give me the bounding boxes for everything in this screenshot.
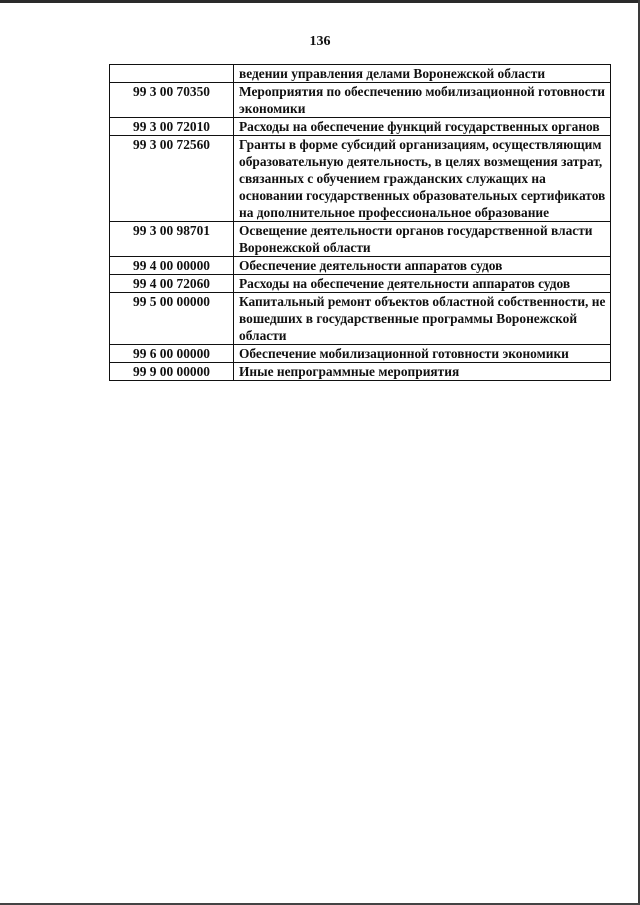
code-cell: 99 9 00 00000 [110, 363, 234, 381]
description-cell: Мероприятия по обеспечению мобилизационной готовности экономики [234, 83, 611, 118]
description-cell: Гранты в форме субсидий организациям, осуществляющим образовательную деятельность, в целях возмещения затрат, связанных с обучением гражданских служащих на основании государственных образовательных сертификатов на дополнительное профессиональное образование [234, 136, 611, 222]
table-row [110, 136, 611, 222]
code-cell: 99 4 00 72060 [110, 275, 234, 293]
description-cell: Расходы на обеспечение функций государственных органов [234, 118, 611, 136]
code-cell: 99 6 00 00000 [110, 345, 234, 363]
description-cell: Расходы на обеспечение деятельности аппаратов судов [234, 275, 611, 293]
table-row [110, 118, 611, 136]
description-cell: Капитальный ремонт объектов областной собственности, не вошедших в государственные программы Воронежской области [234, 293, 611, 345]
description-cell: Освещение деятельности органов государственной власти Воронежской области [234, 222, 611, 257]
table-row [110, 363, 611, 381]
code-cell: 99 5 00 00000 [110, 293, 234, 345]
table-row [110, 257, 611, 275]
table-row [110, 222, 611, 257]
code-cell: 99 4 00 00000 [110, 257, 234, 275]
description-cell: Обеспечение мобилизационной готовности экономики [234, 345, 611, 363]
description-cell: ведении управления делами Воронежской области [234, 65, 611, 83]
description-cell: Обеспечение деятельности аппаратов судов [234, 257, 611, 275]
table-row [110, 345, 611, 363]
page-number: 136 [309, 34, 331, 49]
code-cell: 99 3 00 72010 [110, 118, 234, 136]
table-row [110, 275, 611, 293]
table-row [110, 65, 611, 83]
code-cell: 99 3 00 72560 [110, 136, 234, 222]
budget-classification-table [109, 64, 611, 381]
code-cell [110, 65, 234, 83]
scan-edge-top [0, 0, 640, 3]
description-cell: Иные непрограммные мероприятия [234, 363, 611, 381]
code-cell: 99 3 00 70350 [110, 83, 234, 118]
table-row [110, 293, 611, 345]
table-row [110, 83, 611, 118]
code-cell: 99 3 00 98701 [110, 222, 234, 257]
